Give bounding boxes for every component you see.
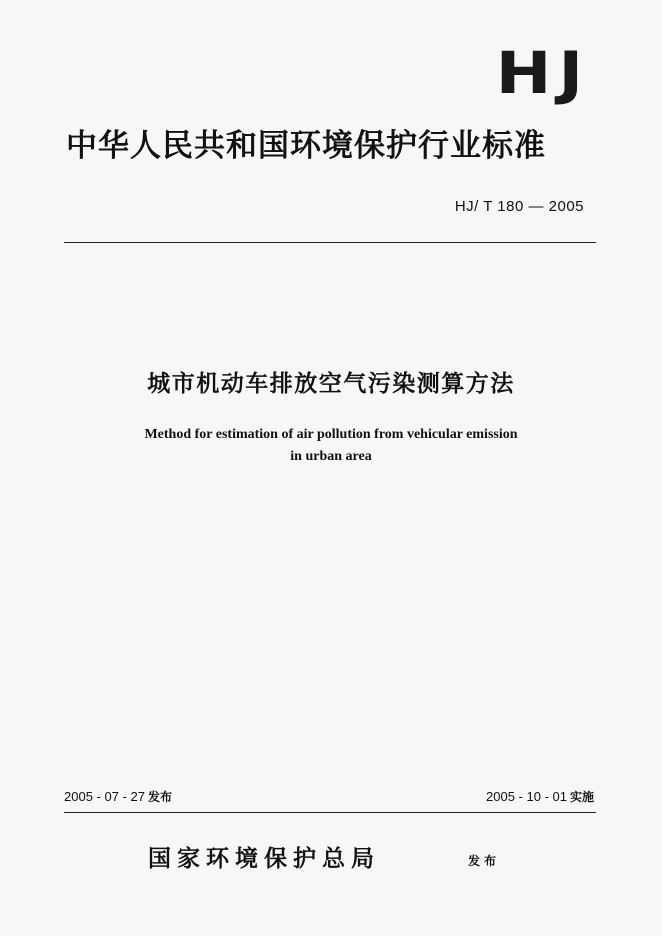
issue-date: 2005 - 07 - 27	[64, 789, 145, 804]
top-divider	[64, 242, 596, 243]
publisher-suffix: 发布	[468, 854, 501, 868]
publisher-name: 国家环境保护总局	[148, 845, 380, 872]
document-title-chinese: 城市机动车排放空气污染测算方法	[147, 371, 515, 397]
hj-logo: HJ	[495, 39, 590, 107]
implementation-date: 2005 - 10 - 01	[486, 789, 567, 804]
standard-number: HJ/ T 180 — 2005	[454, 198, 584, 215]
standard-classification: 中华人民共和国环境保护行业标准	[66, 128, 546, 164]
implementation-date-block	[486, 788, 594, 805]
bottom-divider	[64, 812, 596, 813]
english-title-line-1: Method for estimation of air pollution from vehicular emission	[144, 427, 518, 442]
document-title-english	[0, 424, 662, 468]
issue-date-block	[64, 788, 172, 805]
english-title-line-2: in urban area	[290, 449, 372, 464]
issue-label: 发布	[147, 790, 172, 804]
implementation-label: 实施	[569, 790, 594, 804]
